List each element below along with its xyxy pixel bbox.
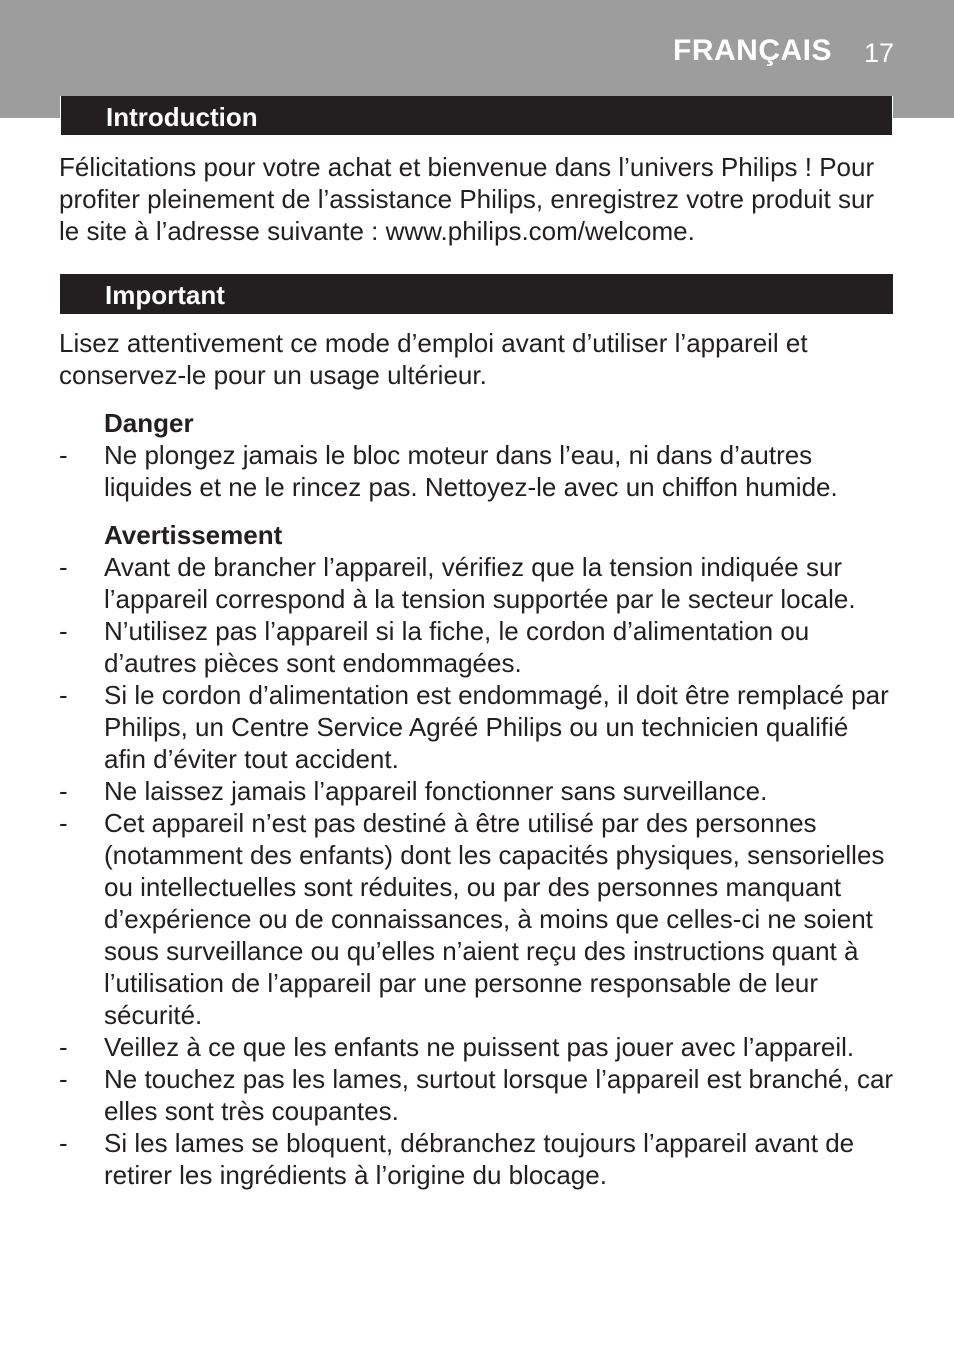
list-item: [59, 775, 895, 807]
list-item-text: N’utilisez pas l’appareil si la fiche, le cordon d’alimentation ou d’autres pièces sont endommagées.: [104, 616, 810, 678]
danger-list: [59, 439, 895, 503]
section-title-important: Important: [105, 280, 225, 310]
list-item: [59, 679, 895, 775]
list-item: [59, 1127, 895, 1191]
section-bar-important: [60, 274, 893, 314]
list-item-text: Ne touchez pas les lames, surtout lorsque l’appareil est branché, car elles sont très coupantes.: [104, 1064, 894, 1126]
language-label: FRANÇAIS: [673, 34, 832, 67]
list-dash: -: [59, 440, 68, 470]
warning-list: [59, 551, 895, 1191]
list-item: [59, 1031, 895, 1063]
list-dash: -: [59, 1064, 68, 1094]
page-number: 17: [863, 38, 894, 68]
list-item: [59, 439, 895, 503]
list-dash: -: [59, 616, 68, 646]
list-item-text: Si les lames se bloquent, débranchez toujours l’appareil avant de retirer les ingrédients à l’origine du blocage.: [104, 1128, 855, 1190]
important-paragraph: Lisez attentivement ce mode d’emploi avant d’utiliser l’appareil et conservez-le pour un usage ultérieur.: [59, 328, 808, 390]
section-bar-introduction: [60, 96, 893, 136]
list-item-text: Avant de brancher l’appareil, vérifiez que la tension indiquée sur l’appareil correspond à la tension supportée par le secteur locale.: [104, 552, 856, 614]
danger-heading: Danger: [104, 408, 194, 438]
section-title-introduction: Introduction: [106, 102, 258, 132]
list-dash: -: [59, 1032, 68, 1062]
list-item-text: Veillez à ce que les enfants ne puissent pas jouer avec l’appareil.: [104, 1032, 855, 1062]
list-dash: -: [59, 776, 68, 806]
list-dash: -: [59, 680, 68, 710]
list-dash: -: [59, 552, 68, 582]
introduction-paragraph: Félicitations pour votre achat et bienvenue dans l’univers Philips ! Pour profiter pleinement de l’assistance Philips, enregistrez votre produit sur le site à l’adresse suivante : www.philips.com/welcome.: [59, 152, 875, 246]
list-dash: -: [59, 808, 68, 838]
list-item-text: Ne laissez jamais l’appareil fonctionner sans surveillance.: [104, 776, 768, 806]
list-item: [59, 615, 895, 679]
list-item-text: Ne plongez jamais le bloc moteur dans l’eau, ni dans d’autres liquides et ne le rincez pas. Nettoyez-le avec un chiffon humide.: [104, 440, 838, 502]
list-item: [59, 551, 895, 615]
list-item: [59, 1063, 895, 1127]
list-dash: -: [59, 1128, 68, 1158]
list-item-text: Cet appareil n’est pas destiné à être utilisé par des personnes (notamment des enfants) dont les capacités physiques, sensorielles ou intellectuelles sont réduites, ou par des personnes manquant d’expérience ou de connaissances, à moins que celles-ci ne soient sous surveillance ou qu’elles n’aient reçu des instructions quant à l’utilisation de l’appareil par une personne responsable de leur sécurité.: [104, 808, 885, 1030]
list-item: [59, 807, 895, 1031]
list-item-text: Si le cordon d’alimentation est endommagé, il doit être remplacé par Philips, un Centre Service Agréé Philips ou un technicien qualifié afin d’éviter tout accident.: [104, 680, 889, 774]
warning-heading: Avertissement: [104, 520, 283, 550]
